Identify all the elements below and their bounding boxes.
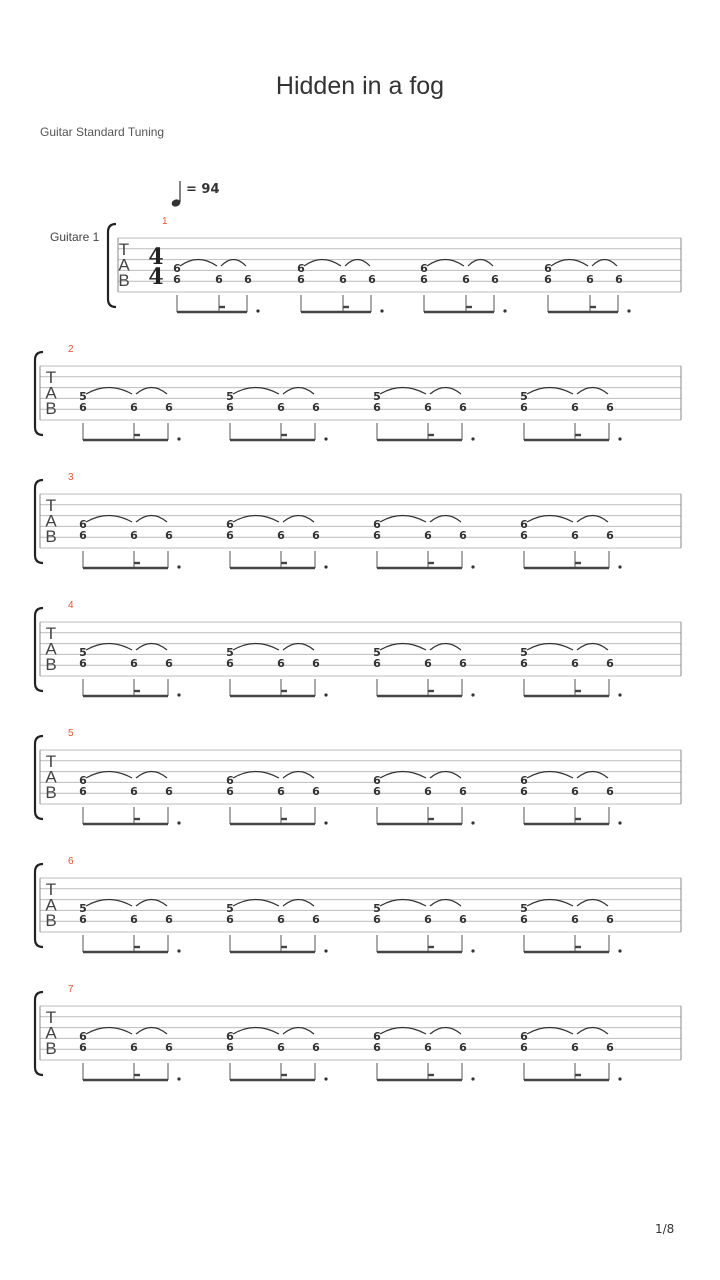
fret-number: 6	[226, 913, 234, 926]
fret-number: 6	[520, 401, 528, 414]
tie-arc	[527, 644, 573, 651]
tie-arc	[380, 1028, 426, 1035]
fret-number: 6	[459, 1041, 467, 1054]
fret-number: 6	[424, 1041, 432, 1054]
tab-clef-letter: A	[118, 255, 130, 275]
tie-arc	[283, 900, 314, 907]
tie-arc	[86, 388, 132, 395]
fret-number: 6	[165, 401, 173, 414]
tab-clef-letter: T	[118, 240, 130, 259]
rhythm-dot	[177, 821, 180, 824]
fret-number: 6	[130, 529, 138, 542]
rhythm-dot	[618, 565, 621, 568]
fret-number: 6	[520, 529, 528, 542]
rhythm-dot	[618, 437, 621, 440]
fret-number: 6	[586, 273, 594, 286]
rhythm-dot	[324, 565, 327, 568]
fret-number: 6	[606, 785, 614, 798]
tie-arc	[283, 388, 314, 395]
tie-arc	[136, 388, 167, 395]
tie-arc	[380, 772, 426, 779]
staff-bracket	[35, 992, 43, 1075]
rhythm-dot	[471, 821, 474, 824]
tie-arc	[233, 516, 279, 523]
rhythm-dot	[471, 693, 474, 696]
rhythm-dot	[618, 821, 621, 824]
fret-number: 6	[606, 529, 614, 542]
fret-number: 6	[606, 657, 614, 670]
fret-number: 6	[244, 273, 252, 286]
fret-number: 6	[79, 785, 87, 798]
rhythm-dot	[177, 1077, 180, 1080]
fret-number: 6	[520, 1030, 528, 1043]
fret-number: 6	[226, 518, 234, 531]
fret-number: 6	[277, 785, 285, 798]
fret-number: 6	[130, 401, 138, 414]
fret-number: 6	[297, 273, 305, 286]
fret-number: 6	[520, 1041, 528, 1054]
tempo-label: = 94	[186, 182, 220, 197]
fret-number: 6	[79, 529, 87, 542]
score-title: Hidden in a fog	[275, 72, 445, 100]
tie-arc	[430, 388, 461, 395]
staff-bracket	[35, 352, 43, 435]
fret-number: 6	[606, 401, 614, 414]
fret-number: 6	[215, 273, 223, 286]
fret-number: 6	[312, 1041, 320, 1054]
fret-number: 5	[373, 902, 381, 915]
measure-number: 4	[68, 600, 74, 611]
fret-number: 6	[226, 774, 234, 787]
tab-clef-letter: A	[45, 639, 57, 659]
tab-clef-letter: B	[45, 527, 57, 546]
fret-number: 6	[424, 913, 432, 926]
fret-number: 6	[277, 529, 285, 542]
fret-number: 6	[165, 529, 173, 542]
fret-number: 6	[226, 529, 234, 542]
tab-clef-letter: B	[45, 1039, 57, 1058]
fret-number: 6	[520, 518, 528, 531]
fret-number: 6	[226, 657, 234, 670]
rhythm-dot	[177, 437, 180, 440]
fret-number: 5	[520, 390, 528, 403]
fret-number: 6	[544, 262, 552, 275]
fret-number: 6	[459, 785, 467, 798]
fret-number: 6	[277, 913, 285, 926]
tie-arc	[380, 644, 426, 651]
fret-number: 6	[312, 401, 320, 414]
rhythm-dot	[324, 693, 327, 696]
rhythm-dot	[324, 437, 327, 440]
tie-arc	[86, 900, 132, 907]
rhythm-dot	[471, 437, 474, 440]
tie-arc	[304, 260, 341, 267]
fret-number: 6	[424, 401, 432, 414]
tie-arc	[577, 516, 608, 523]
fret-number: 6	[606, 913, 614, 926]
fret-number: 6	[520, 774, 528, 787]
fret-number: 5	[79, 902, 87, 915]
rhythm-dot	[503, 309, 506, 312]
staff-bracket	[35, 864, 43, 947]
tie-arc	[136, 1028, 167, 1035]
tie-arc	[527, 900, 573, 907]
rhythm-dot	[256, 309, 259, 312]
tie-arc	[380, 388, 426, 395]
tie-arc	[136, 772, 167, 779]
tuning-label: Guitar Standard Tuning	[40, 125, 165, 139]
fret-number: 6	[459, 401, 467, 414]
fret-number: 6	[277, 1041, 285, 1054]
fret-number: 5	[520, 646, 528, 659]
fret-number: 6	[368, 273, 376, 286]
fret-number: 6	[79, 657, 87, 670]
tie-arc	[380, 900, 426, 907]
fret-number: 5	[79, 390, 87, 403]
tab-clef-letter: B	[118, 271, 130, 290]
tie-arc	[577, 772, 608, 779]
tie-arc	[527, 516, 573, 523]
tie-arc	[233, 900, 279, 907]
fret-number: 6	[571, 785, 579, 798]
fret-number: 6	[373, 518, 381, 531]
tie-arc	[527, 1028, 573, 1035]
fret-number: 5	[226, 902, 234, 915]
tab-clef-letter: T	[45, 1008, 57, 1027]
tie-arc	[592, 260, 617, 267]
fret-number: 6	[424, 657, 432, 670]
fret-number: 6	[79, 401, 87, 414]
fret-number: 6	[373, 1030, 381, 1043]
tie-arc	[527, 388, 573, 395]
tab-clef-letter: A	[45, 1023, 57, 1043]
fret-number: 5	[373, 646, 381, 659]
tab-clef-letter: B	[45, 655, 57, 674]
fret-number: 6	[571, 657, 579, 670]
measure-number: 6	[68, 856, 74, 867]
fret-number: 6	[424, 529, 432, 542]
fret-number: 6	[312, 785, 320, 798]
fret-number: 6	[312, 657, 320, 670]
tie-arc	[283, 516, 314, 523]
rhythm-dot	[471, 1077, 474, 1080]
tie-arc	[86, 772, 132, 779]
tie-arc	[577, 644, 608, 651]
rhythm-dot	[471, 949, 474, 952]
fret-number: 6	[520, 785, 528, 798]
tie-arc	[430, 772, 461, 779]
fret-number: 6	[571, 913, 579, 926]
fret-number: 5	[226, 390, 234, 403]
tie-arc	[577, 1028, 608, 1035]
fret-number: 6	[226, 785, 234, 798]
tie-arc	[430, 516, 461, 523]
fret-number: 6	[373, 913, 381, 926]
staff-bracket	[35, 608, 43, 691]
tie-arc	[136, 516, 167, 523]
tie-arc	[283, 1028, 314, 1035]
fret-number: 6	[491, 273, 499, 286]
tie-arc	[136, 644, 167, 651]
fret-number: 6	[173, 273, 181, 286]
instrument-name: Guitare 1	[50, 230, 100, 244]
fret-number: 6	[226, 1041, 234, 1054]
tab-clef-letter: T	[45, 624, 57, 643]
measure-number: 2	[68, 344, 74, 355]
fret-number: 6	[79, 913, 87, 926]
tie-arc	[86, 644, 132, 651]
tab-clef-letter: B	[45, 399, 57, 418]
tie-arc	[180, 260, 217, 267]
tie-arc	[430, 1028, 461, 1035]
tab-clef-letter: B	[45, 783, 57, 802]
fret-number: 6	[297, 262, 305, 275]
fret-number: 6	[130, 785, 138, 798]
rhythm-dot	[324, 821, 327, 824]
tie-arc	[468, 260, 493, 267]
fret-number: 6	[544, 273, 552, 286]
tie-arc	[345, 260, 370, 267]
fret-number: 6	[277, 657, 285, 670]
staff-bracket	[35, 736, 43, 819]
fret-number: 5	[520, 902, 528, 915]
staff-bracket	[35, 480, 43, 563]
tie-arc	[527, 772, 573, 779]
rhythm-dot	[618, 949, 621, 952]
measure-number: 7	[68, 984, 74, 995]
measure-number: 3	[68, 472, 74, 483]
rhythm-dot	[177, 565, 180, 568]
time-signature-numerator: 4	[148, 244, 164, 270]
fret-number: 6	[312, 529, 320, 542]
rhythm-dot	[177, 693, 180, 696]
fret-number: 6	[312, 913, 320, 926]
tab-clef-letter: A	[45, 895, 57, 915]
measure-number: 1	[162, 216, 168, 227]
fret-number: 6	[373, 774, 381, 787]
fret-number: 6	[606, 1041, 614, 1054]
fret-number: 6	[339, 273, 347, 286]
rhythm-dot	[471, 565, 474, 568]
fret-number: 5	[226, 646, 234, 659]
fret-number: 6	[277, 401, 285, 414]
fret-number: 6	[462, 273, 470, 286]
tie-arc	[86, 516, 132, 523]
fret-number: 6	[130, 913, 138, 926]
rhythm-dot	[177, 949, 180, 952]
tie-arc	[233, 1028, 279, 1035]
fret-number: 6	[79, 518, 87, 531]
fret-number: 6	[165, 785, 173, 798]
tie-arc	[577, 900, 608, 907]
fret-number: 6	[373, 529, 381, 542]
fret-number: 6	[165, 913, 173, 926]
tie-arc	[221, 260, 246, 267]
tie-arc	[430, 644, 461, 651]
tie-arc	[283, 772, 314, 779]
fret-number: 6	[79, 1030, 87, 1043]
tab-clef-letter: A	[45, 511, 57, 531]
time-signature-denominator: 4	[148, 264, 164, 290]
fret-number: 6	[373, 657, 381, 670]
fret-number: 6	[459, 913, 467, 926]
fret-number: 6	[420, 273, 428, 286]
fret-number: 6	[373, 401, 381, 414]
fret-number: 6	[79, 774, 87, 787]
tie-arc	[233, 772, 279, 779]
fret-number: 6	[130, 657, 138, 670]
fret-number: 6	[459, 529, 467, 542]
tie-arc	[427, 260, 464, 267]
tie-arc	[551, 260, 588, 267]
rhythm-dot	[618, 693, 621, 696]
fret-number: 6	[571, 1041, 579, 1054]
fret-number: 6	[520, 657, 528, 670]
fret-number: 6	[424, 785, 432, 798]
rhythm-dot	[627, 309, 630, 312]
tie-arc	[380, 516, 426, 523]
tab-clef-letter: B	[45, 911, 57, 930]
tab-clef-letter: T	[45, 496, 57, 515]
fret-number: 6	[79, 1041, 87, 1054]
tie-arc	[577, 388, 608, 395]
tab-clef-letter: T	[45, 368, 57, 387]
tie-arc	[233, 644, 279, 651]
fret-number: 6	[373, 785, 381, 798]
tab-clef-letter: A	[45, 383, 57, 403]
fret-number: 6	[520, 913, 528, 926]
fret-number: 6	[420, 262, 428, 275]
tie-arc	[283, 644, 314, 651]
tie-arc	[136, 900, 167, 907]
fret-number: 6	[226, 1030, 234, 1043]
rhythm-dot	[324, 949, 327, 952]
fret-number: 6	[226, 401, 234, 414]
tab-clef-letter: T	[45, 752, 57, 771]
fret-number: 6	[571, 401, 579, 414]
fret-number: 6	[173, 262, 181, 275]
fret-number: 6	[373, 1041, 381, 1054]
tab-clef-letter: A	[45, 767, 57, 787]
fret-number: 6	[571, 529, 579, 542]
tie-arc	[233, 388, 279, 395]
fret-number: 6	[615, 273, 623, 286]
fret-number: 6	[165, 657, 173, 670]
measure-number: 5	[68, 728, 74, 739]
rhythm-dot	[380, 309, 383, 312]
page-number: 1/8	[655, 1222, 675, 1236]
tab-clef-letter: T	[45, 880, 57, 899]
fret-number: 6	[130, 1041, 138, 1054]
staff-bracket	[108, 224, 116, 307]
fret-number: 5	[373, 390, 381, 403]
rhythm-dot	[618, 1077, 621, 1080]
tie-arc	[430, 900, 461, 907]
tie-arc	[86, 1028, 132, 1035]
fret-number: 6	[459, 657, 467, 670]
fret-number: 6	[165, 1041, 173, 1054]
fret-number: 5	[79, 646, 87, 659]
rhythm-dot	[324, 1077, 327, 1080]
